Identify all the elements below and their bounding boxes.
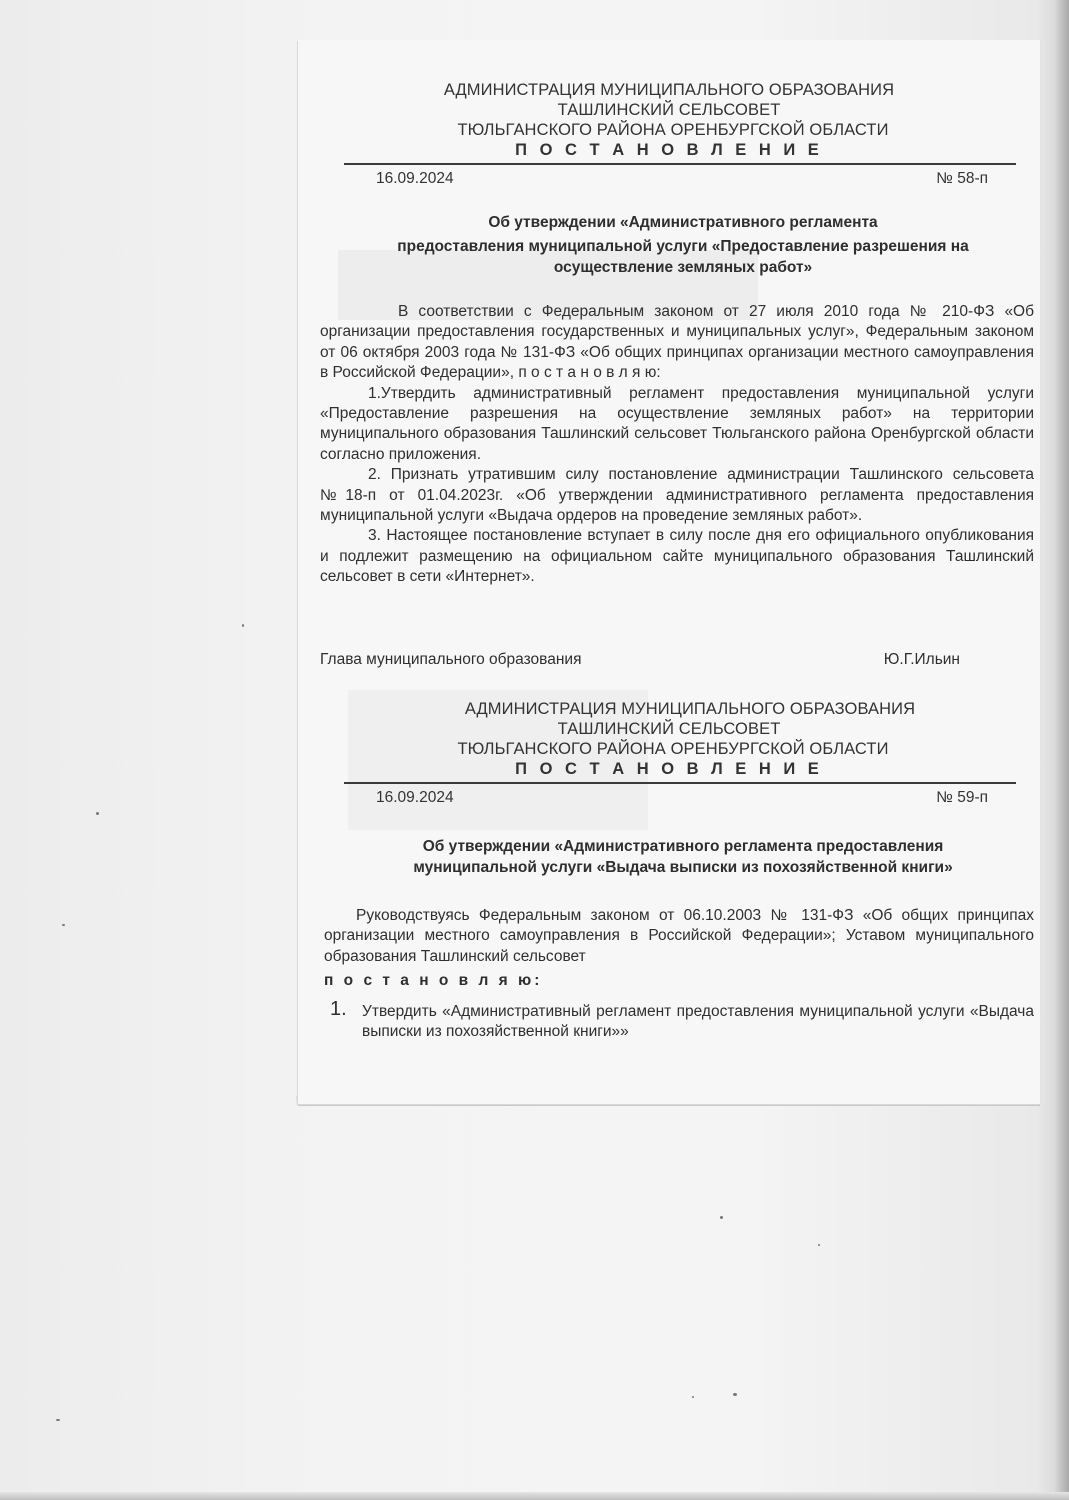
decree-2-body: [324, 906, 1034, 992]
decree-1-title: [338, 212, 1028, 278]
resolve-text: п о с т а н о в л я ю:: [324, 972, 543, 990]
newspaper-clipping: [298, 40, 1040, 1104]
item-paragraph: 1.Утвердить административный регламент предоставления муниципальной услуги «Предоставление разрешения на осуществление земляных работ» на территории муниципального образования Ташлинский сельсовет Тюльганского района Оренбургской области согласно приложения.: [320, 384, 1034, 463]
header-rule: [344, 163, 1016, 165]
page-edge-shadow: [1055, 0, 1069, 1500]
item-paragraph: 3. Настоящее постановление вступает в силу после дня его официального опубликования и подлежит размещению на официальном сайте муниципального образования Ташлинский сельсовет в сети «Интернет».: [320, 527, 1034, 586]
scan-speck: [56, 1419, 60, 1421]
scan-speck: [692, 1396, 694, 1398]
preamble-paragraph: В соответствии с Федеральным законом от 27 июля 2010 года № 210-ФЗ «Об организации предоставления государственных и муниципальных услуг», Федеральным законом от 06 октября 2003 года № 131-ФЗ «Об общих принципах организации местного самоуправления в Российской Федерации», п о с т а н о в л я ю:: [320, 303, 1034, 382]
scan-speck: [818, 1244, 820, 1246]
scan-speck: [96, 812, 99, 815]
resolve-line: [324, 971, 1034, 991]
item-paragraph: 2. Признать утратившим силу постановление администрации Ташлинского сельсовета №18-п от 01.04.2023г. «Об утверждении административного регламента предоставления муниципальной услуги «Выдача ордеров на проведение земляных работ».: [320, 466, 1034, 525]
decree-1-header: [298, 80, 1040, 160]
decree-date: 16.09.2024: [376, 789, 454, 806]
item-text: Утвердить «Административный регламент предоставления муниципальной услуги «Выдача выписки из похозяйственной книги»»: [362, 1003, 1034, 1041]
decree-date: 16.09.2024: [376, 170, 454, 187]
signature-name: Ю.Г.Ильин: [883, 651, 960, 668]
title-line: осуществление земляных работ»: [553, 259, 813, 276]
scan-speck: [242, 624, 244, 627]
preamble-paragraph: Руководствуясь Федеральным законом от 06.10.2003 № 131-ФЗ «Об общих принципах организации местного самоуправления в Российской Федерации»; Уставом муниципального образования Ташлинский сельсовет: [324, 907, 1034, 965]
signature-block: [320, 651, 960, 671]
decree-heading: П О С Т А Н О В Л Е Н И Е: [515, 760, 823, 778]
decree-number: № 58-п: [936, 170, 988, 187]
scan-speck: [62, 924, 65, 926]
header-line: ТАШЛИНСКИЙ СЕЛЬСОВЕТ: [557, 720, 781, 738]
numbered-item: [330, 998, 1034, 1043]
decree-2-title: [338, 836, 1028, 878]
decree-1-body: [320, 302, 1034, 588]
header-rule: [344, 782, 1016, 784]
page-bottom-shadow: [0, 1492, 1069, 1500]
title-line: Об утверждении «Административного регламента: [488, 214, 878, 231]
decree-heading: П О С Т А Н О В Л Е Н И Е: [515, 141, 823, 159]
scan-speck: [720, 1216, 723, 1219]
scan-speck: [733, 1393, 737, 1396]
decree-number: № 59-п: [936, 789, 988, 806]
decree-2-header: [298, 699, 1040, 779]
title-line: муниципальной услуги «Выдача выписки из похозяйственной книги»: [413, 859, 953, 876]
item-marker: 1.: [330, 998, 347, 1020]
header-line: ТАШЛИНСКИЙ СЕЛЬСОВЕТ: [557, 101, 781, 119]
title-line: Об утверждении «Административного регламента предоставления: [422, 838, 944, 855]
signature-role: Глава муниципального образования: [320, 651, 582, 668]
header-line: ТЮЛЬГАНСКОГО РАЙОНА ОРЕНБУРГСКОЙ ОБЛАСТИ: [457, 740, 889, 758]
decree-1-meta: [376, 170, 988, 190]
decree-2-meta: [376, 789, 988, 809]
title-line: предоставления муниципальной услуги «Предоставление разрешения на: [397, 238, 969, 255]
header-line: ТЮЛЬГАНСКОГО РАЙОНА ОРЕНБУРГСКОЙ ОБЛАСТИ: [457, 121, 889, 139]
header-line: АДМИНИСТРАЦИЯ МУНИЦИПАЛЬНОГО ОБРАЗОВАНИЯ: [464, 700, 916, 718]
header-line: АДМИНИСТРАЦИЯ МУНИЦИПАЛЬНОГО ОБРАЗОВАНИЯ: [443, 81, 895, 99]
